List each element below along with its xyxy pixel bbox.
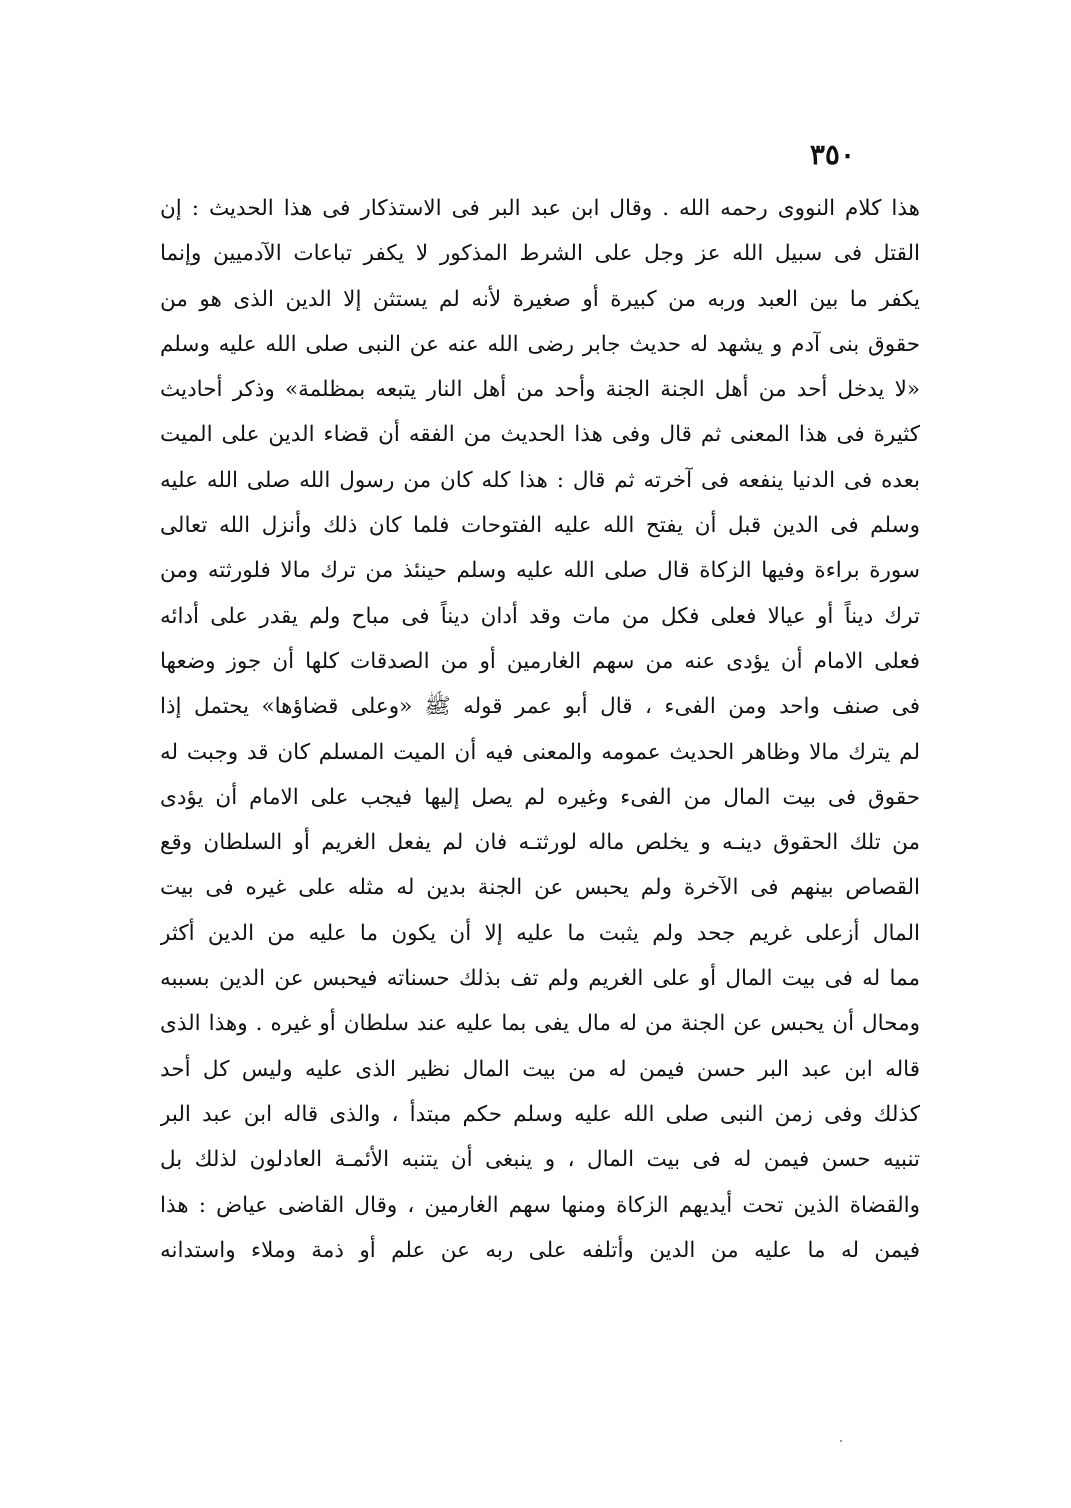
scan-speck: [840, 1440, 842, 1442]
text-line: وسلم فى الدين قبل أن يفتح الله عليه الفتوحات فلما كان ذلك وأنزل الله تعالى: [160, 513, 920, 539]
text-line: «لا يدخل أحد من أهل الجنة الجنة وأحد من أهل النار يتبعه بمظلمة» وذكر أحاديث: [160, 377, 920, 403]
text-line: كثيرة فى هذا المعنى ثم قال وفى هذا الحديث من الفقه أن قضاء الدين على الميت: [160, 422, 920, 448]
text-line: القتل فى سبيل الله عز وجل على الشرط المذكور لا يكفر تباعات الآدميين وإنما: [160, 241, 920, 267]
text-line: يكفر ما بين العبد وربه من كبيرة أو صغيرة لأنه لم يستثن إلا الدين الذى هو من: [160, 286, 920, 312]
text-line: المال أزعلى غريم جحد ولم يثبت ما عليه إلا أن يكون ما عليه من الدين أكثر: [160, 920, 920, 946]
body-text: [160, 186, 920, 1273]
text-line: فى صنف واحد ومن الفىء ، قال أبو عمر قوله ﷺ «وعلى قضاؤها» يحتمل إذا: [160, 694, 920, 720]
text-line: حقوق بنى آدم و يشهد له حديث جابر رضى الله عنه عن النبى صلى الله عليه وسلم: [160, 331, 920, 357]
text-line: فيمن له ما عليه من الدين وأتلفه على ربه عن علم أو ذمة وملاء واستدانه: [160, 1237, 920, 1263]
text-line: ترك ديناً أو عيالا فعلى فكل من مات وقد أدان ديناً فى مباح ولم يقدر على أدائه: [160, 603, 920, 629]
text-line: تنبيه حسن فيمن له فى بيت المال ، و ينبغى أن يتنبه الأئمـة العادلون لذلك بل: [160, 1147, 920, 1173]
text-line: ومحال أن يحبس عن الجنة من له مال يفى بما عليه عند سلطان أو غيره . وهذا الذى: [160, 1011, 920, 1037]
text-line: والقضاة الذين تحت أيديهم الزكاة ومنها سهم الغارمين ، وقال القاضى عياض : هذا: [160, 1192, 920, 1218]
text-line: سورة براءة وفيها الزكاة قال صلى الله عليه وسلم حينئذ من ترك مالا فلورثته ومن: [160, 558, 920, 584]
text-line: من تلك الحقوق دينـه و يخلص ماله لورثتـه فان لم يفعل الغريم أو السلطان وقع: [160, 830, 920, 856]
text-line: القصاص بينهم فى الآخرة ولم يحبس عن الجنة بدين له مثله على غيره فى بيت: [160, 875, 920, 901]
text-line: فعلى الامام أن يؤدى عنه من سهم الغارمين أو من الصدقات كلها أن جوز وضعها: [160, 648, 920, 674]
page-number: ٣٥٠: [809, 138, 855, 171]
text-line: مما له فى بيت المال أو على الغريم ولم تف بذلك حسناته فيحبس عن الدين بسببه: [160, 966, 920, 992]
text-line: قاله ابن عبد البر حسن فيمن له من بيت المال نظير الذى عليه وليس كل أحد: [160, 1056, 920, 1082]
text-line: لم يترك مالا وظاهر الحديث عمومه والمعنى فيه أن الميت المسلم كان قد وجبت له: [160, 739, 920, 765]
text-line: كذلك وفى زمن النبى صلى الله عليه وسلم حكم مبتدأ ، والذى قاله ابن عبد البر: [160, 1101, 920, 1127]
text-line: هذا كلام النووى رحمه الله . وقال ابن عبد البر فى الاستذكار فى هذا الحديث : إن: [160, 196, 920, 221]
text-line: حقوق فى بيت المال من الفىء وغيره لم يصل إليها فيجب على الامام أن يؤدى: [160, 784, 920, 810]
text-line: بعده فى الدنيا ينفعه فى آخرته ثم قال : هذا كله كان من رسول الله صلى الله عليه: [160, 467, 920, 493]
